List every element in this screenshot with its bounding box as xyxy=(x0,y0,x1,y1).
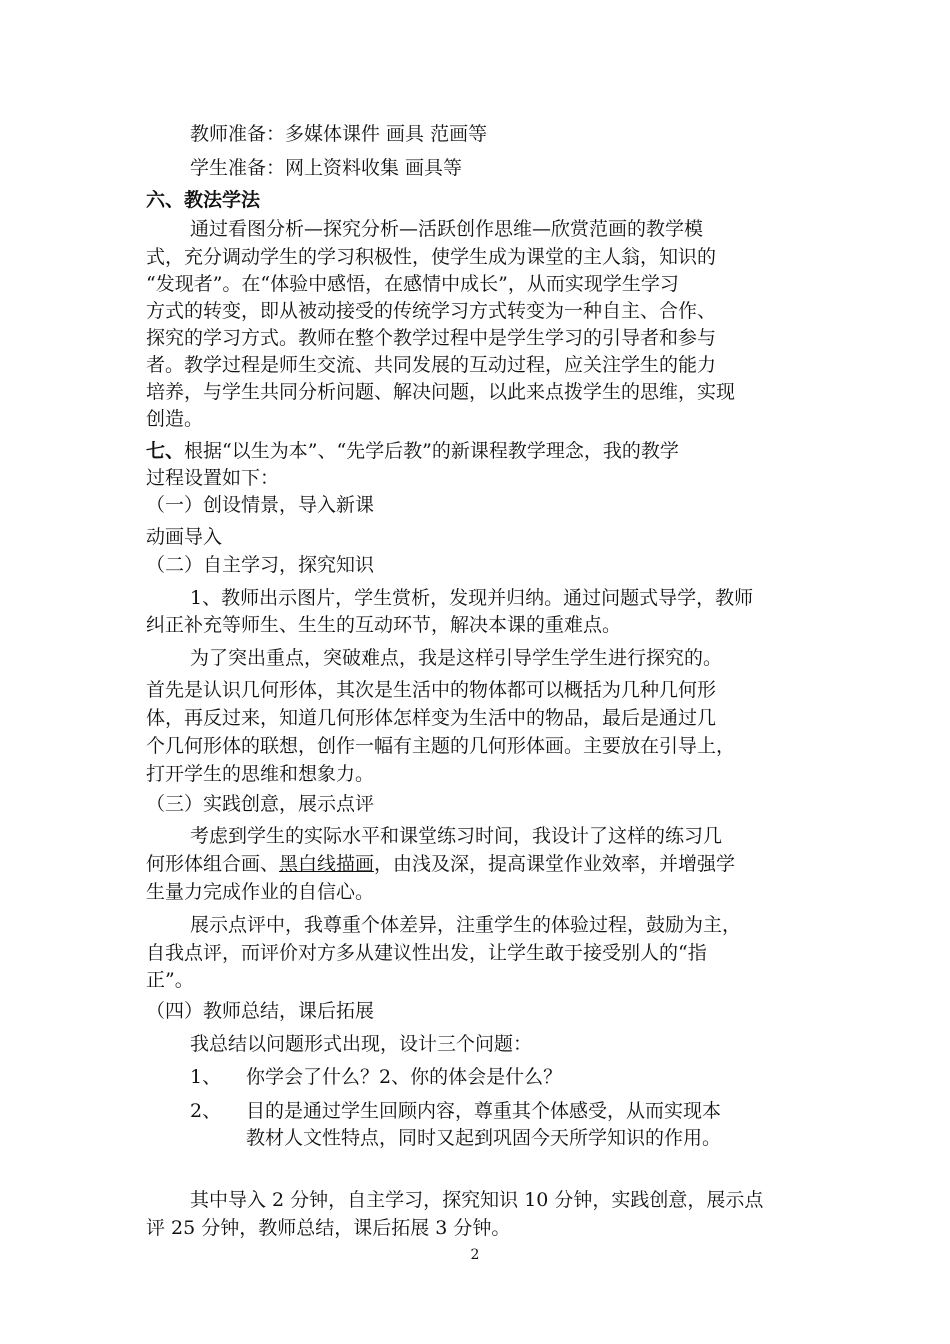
section-6-line: 培养，与学生共同分析问题、解决问题，以此来点拨学生的思维，实现 xyxy=(146,381,736,403)
part-2-p2-line: 为了突出重点，突破难点，我是这样引导学生学生进行探究的。 xyxy=(190,647,723,669)
teacher-prep-line: 教师准备：多媒体课件 画具 范画等 xyxy=(190,123,488,145)
section-6-line: “发现者”。在“体验中感悟，在感情中成长”，从而实现学生学习 xyxy=(146,273,679,295)
student-prep-line: 学生准备：网上资料收集 画具等 xyxy=(190,157,463,179)
part-2-p2-line: 首先是认识几何形体，其次是生活中的物体都可以概括为几种几何形 xyxy=(146,679,717,701)
timing-line: 评 25 分钟，教师总结，课后拓展 3 分钟。 xyxy=(146,1217,511,1239)
section-6-line: 方式的转变，即从被动接受的传统学习方式转变为一种自主、合作、 xyxy=(146,300,717,322)
underlined-term: 黑白线描画 xyxy=(279,853,375,875)
part-2-p1-line: 纠正补充等师生、生生的互动环节，解决本课的重难点。 xyxy=(146,614,622,636)
part-3-p2-line: 正”。 xyxy=(146,969,194,991)
list-item-text: 你学会了什么？2、你的体会是什么？ xyxy=(246,1066,563,1088)
part-4-intro: 我总结以问题形式出现，设计三个问题： xyxy=(190,1033,533,1055)
section-6-line: 者。教学过程是师生交流、共同发展的互动过程，应关注学生的能力 xyxy=(146,354,717,376)
part-4-title: （四）教师总结，课后拓展 xyxy=(146,1000,375,1022)
section-7-heading xyxy=(146,437,679,465)
part-3-p1-line: 考虑到学生的实际水平和课堂练习时间，我设计了这样的练习几 xyxy=(190,825,723,847)
list-item-number: 1、 xyxy=(190,1066,222,1088)
part-3-p2-line: 自我点评，而评价对方多从建议性出发，让学生敢于接受别人的“指 xyxy=(146,942,707,964)
part-3-p1-line: 生量力完成作业的自信心。 xyxy=(146,881,375,903)
part-2-p2-line: 打开学生的思维和想象力。 xyxy=(146,763,375,785)
section-6-line: 探究的学习方式。教师在整个教学过程中是学生学习的引导者和参与 xyxy=(146,327,717,349)
page-number: 2 xyxy=(470,1247,480,1263)
list-item-text: 教材人文性特点，同时又起到巩固今天所学知识的作用。 xyxy=(246,1127,722,1149)
section-6-line: 通过看图分析—探究分析—活跃创作思维—欣赏范画的教学模 xyxy=(190,218,704,240)
section-7-number: 七、 xyxy=(146,440,185,462)
part-3-p1-line xyxy=(146,850,735,878)
part-2-p1-line: 1、教师出示图片，学生赏析，发现并归纳。通过问题式导学，教师 xyxy=(190,587,754,609)
list-item-text: 目的是通过学生回顾内容，尊重其个体感受，从而实现本 xyxy=(246,1100,722,1122)
section-6-line: 式，充分调动学生的学习积极性，使学生成为课堂的主人翁，知识的 xyxy=(146,246,717,268)
part-1-body: 动画导入 xyxy=(146,526,223,548)
part-2-p2-line: 个几何形体的联想，创作一幅有主题的几何形体画。主要放在引导上， xyxy=(146,735,736,757)
part-2-title: （二）自主学习，探究知识 xyxy=(146,554,375,576)
section-6-heading: 六、教法学法 xyxy=(146,189,261,211)
part-1-title: （一）创设情景，导入新课 xyxy=(146,494,375,516)
section-6-line: 创造。 xyxy=(146,408,204,430)
part-3-title: （三）实践创意，展示点评 xyxy=(146,793,375,815)
timing-line: 其中导入 2 分钟，自主学习，探究知识 10 分钟，实践创意，展示点 xyxy=(190,1189,764,1211)
section-7-heading-line2: 过程设置如下： xyxy=(146,467,280,489)
list-item-number: 2、 xyxy=(190,1100,222,1122)
part-2-p2-line: 体，再反过来，知道几何形体怎样变为生活中的物品，最后是通过几 xyxy=(146,707,717,729)
part-3-p1-text: 何形体组合画、 xyxy=(146,853,280,875)
part-3-p1-text: ，由浅及深，提高课堂作业效率，并增强学 xyxy=(374,853,736,875)
part-3-p2-line: 展示点评中，我尊重个体差异，注重学生的体验过程，鼓励为主， xyxy=(190,914,742,936)
section-7-heading-text: 根据“以生为本”、“先学后教”的新课程教学理念，我的教学 xyxy=(184,440,679,462)
